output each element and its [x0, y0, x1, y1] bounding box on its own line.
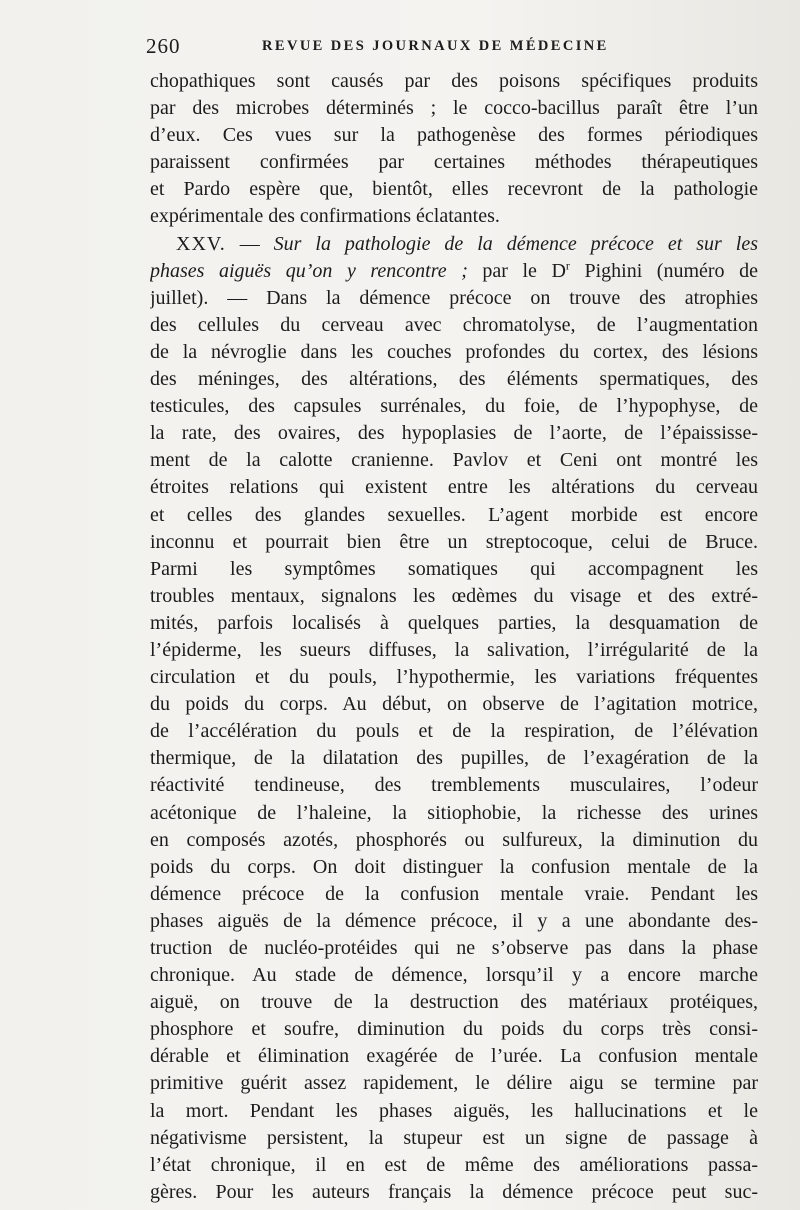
- text-line: chronique. Au stade de démence, lorsqu’il y a encore marche: [150, 964, 758, 987]
- text-line: dérable et élimination exagérée de l’urée. La confusion mentale: [150, 1045, 758, 1068]
- text-line: acétonique de l’haleine, la sitiophobie, la richesse des urines: [150, 801, 758, 824]
- body-text: [150, 68, 758, 1206]
- text-line: thermique, de la dilatation des pupilles, de l’exagération de la: [150, 747, 758, 770]
- text-line: et celles des glandes sexuelles. L’agent morbide est encore: [150, 503, 758, 526]
- text-line: mités, parfois localisés à quelques parties, la desquamation de: [150, 611, 758, 634]
- text-line: négativisme persistent, la stupeur est un signe de passage à: [150, 1126, 758, 1149]
- text-line: en composés azotés, phosphorés ou sulfureux, la diminution du: [150, 828, 758, 851]
- text-line: phosphore et soufre, diminution du poids du corps très consi-: [150, 1018, 758, 1041]
- text-line: gères. Pour les auteurs français la démence précoce peut suc-: [150, 1180, 758, 1203]
- text-line: inconnu et pourrait bien être un streptocoque, celui de Bruce.: [150, 530, 758, 553]
- text-line: truction de nucléo-protéides qui ne s’observe pas dans la phase: [150, 937, 758, 959]
- text-line: par des microbes déterminés ; le cocco-bacillus paraît être l’un: [150, 97, 758, 120]
- text-line: phases aiguës de la démence précoce, il y a une abondante des-: [150, 909, 758, 932]
- text-line: circulation et du pouls, l’hypothermie, les variations fréquentes: [150, 666, 758, 689]
- text-line: testicules, des capsules surrénales, du foie, de l’hypophyse, de: [150, 395, 758, 418]
- text-line: paraissent confirmées par certaines méthodes thérapeutiques: [150, 151, 758, 174]
- text-line: expérimentale des confirmations éclatantes.: [150, 205, 500, 228]
- section-title-part1: Sur la pathologie de la démence précoce et sur les: [273, 232, 758, 255]
- text-line: aiguë, on trouve de la destruction des matériaux protéiques,: [150, 991, 758, 1014]
- text-line: des cellules du cerveau avec chromatolyse, de l’augmentation: [150, 313, 758, 336]
- text-line: l’état chronique, il en est de même des améliorations passa-: [150, 1153, 758, 1176]
- page-header: [146, 34, 760, 60]
- text-line: de la névroglie dans les couches profondes du cortex, des lésions: [150, 340, 758, 363]
- byline-pre: par le D: [482, 259, 566, 282]
- text-line: l’épiderme, les sueurs diffuses, la salivation, l’irrégularité de la: [150, 638, 758, 661]
- text-line: des méninges, des altérations, des éléments spermatiques, des: [150, 368, 758, 391]
- text-line: chopathiques sont causés par des poisons spécifiques produits: [150, 70, 758, 92]
- text-line: du poids du corps. Au début, on observe de l’agitation motrice,: [150, 693, 758, 716]
- page-number: 260: [146, 34, 181, 58]
- text-line: la mort. Pendant les phases aiguës, les hallucinations et le: [150, 1099, 758, 1122]
- text-line: et Pardo espère que, bientôt, elles recevront de la pathologie: [150, 178, 758, 201]
- text-line: étroites relations qui existent entre les altérations du cerveau: [150, 476, 758, 499]
- text-line: d’eux. Ces vues sur la pathogenèse des formes périodiques: [150, 124, 758, 147]
- text-line: la rate, des ovaires, des hypoplasies de l’aorte, de l’épaississe-: [150, 422, 758, 445]
- section-heading-line-2: [150, 258, 758, 285]
- running-title: REVUE DES JOURNAUX DE MÉDECINE: [262, 38, 609, 54]
- byline-post: Pighini (numéro de: [584, 259, 758, 282]
- text-line: réactivité tendineuse, des tremblements musculaires, l’odeur: [150, 774, 758, 797]
- text-line: démence précoce de la confusion mentale vraie. Pendant les: [150, 882, 758, 905]
- text-line: juillet). — Dans la démence précoce on trouve des atrophies: [150, 286, 758, 309]
- text-line: poids du corps. On doit distinguer la confusion mentale de la: [150, 855, 758, 878]
- section-title-part2: phases aiguës qu’on y rencontre ;: [150, 259, 468, 282]
- section-heading-line: [150, 231, 758, 258]
- section-dash: —: [239, 232, 260, 255]
- byline-sup: r: [565, 258, 570, 272]
- text-line: de l’accélération du pouls et de la respiration, de l’élévation: [150, 720, 758, 743]
- text-line: troubles mentaux, signalons les œdèmes du visage et des extré-: [150, 584, 758, 607]
- text-line: primitive guérit assez rapidement, le délire aigu se termine par: [150, 1072, 758, 1095]
- text-line: Parmi les symptômes somatiques qui accompagnent les: [150, 557, 758, 580]
- text-line: ment de la calotte cranienne. Pavlov et Ceni ont montré les: [150, 449, 758, 472]
- section-number: XXV.: [176, 232, 226, 255]
